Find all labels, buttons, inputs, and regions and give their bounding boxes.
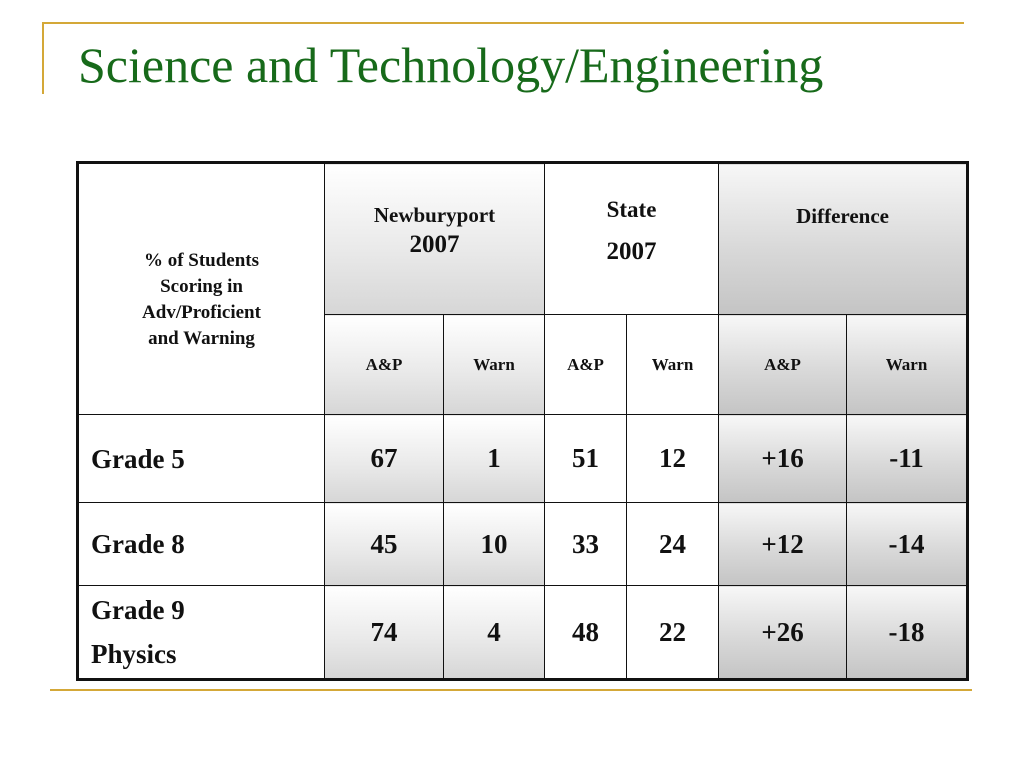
subheader-cell: A&P xyxy=(719,315,847,415)
table-row xyxy=(78,503,968,586)
table-cell: +12 xyxy=(719,503,847,586)
table-cell: 24 xyxy=(627,503,719,586)
table-cell: 10 xyxy=(444,503,545,586)
subheader-cell: A&P xyxy=(545,315,627,415)
table-cell: 67 xyxy=(325,415,444,503)
group-header-newburyport xyxy=(325,163,545,315)
row-label-line: Grade 8 xyxy=(91,529,185,559)
group-name: Difference xyxy=(796,203,889,228)
row-label xyxy=(78,415,325,503)
table-row xyxy=(78,415,968,503)
row-label-line: Grade 5 xyxy=(91,443,185,474)
group-header-state xyxy=(545,163,719,315)
corner-header-line: Scoring in xyxy=(160,276,243,297)
group-header-difference xyxy=(719,163,968,315)
table-cell: -18 xyxy=(847,586,968,680)
row-label-line: Physics xyxy=(91,639,177,669)
row-label xyxy=(78,586,325,680)
table-cell: 33 xyxy=(545,503,627,586)
group-year: 2007 xyxy=(409,231,460,258)
table-cell: 22 xyxy=(627,586,719,680)
subheader-cell: Warn xyxy=(444,315,545,415)
table-cell: 12 xyxy=(627,415,719,503)
row-label xyxy=(78,503,325,586)
table-cell: +16 xyxy=(719,415,847,503)
table-row xyxy=(78,586,968,680)
group-name: Newburyport xyxy=(373,203,496,227)
table-cell: 48 xyxy=(545,586,627,680)
row-label-line: Grade 9 xyxy=(91,595,185,625)
corner-header xyxy=(78,163,325,415)
corner-header-line: Adv/Proficient xyxy=(142,302,261,323)
subheader-cell: Warn xyxy=(627,315,719,415)
subheader-cell: Warn xyxy=(847,315,968,415)
results-table xyxy=(76,161,969,681)
table-cell: 45 xyxy=(325,503,444,586)
group-year: 2007 xyxy=(606,238,657,265)
subheader-cell: A&P xyxy=(325,315,444,415)
accent-bottom-line xyxy=(50,689,972,691)
table-cell: 4 xyxy=(444,586,545,680)
table-cell: 51 xyxy=(545,415,627,503)
table-cell: -14 xyxy=(847,503,968,586)
table-cell: 74 xyxy=(325,586,444,680)
accent-top-line xyxy=(42,22,964,24)
corner-header-line: % of Students xyxy=(143,250,260,271)
group-name: State xyxy=(606,197,657,222)
corner-header-line: and Warning xyxy=(148,328,255,349)
accent-vertical-line xyxy=(42,22,44,94)
slide-title: Science and Technology/Engineering xyxy=(78,37,824,93)
table-cell: 1 xyxy=(444,415,545,503)
table-cell: -11 xyxy=(847,415,968,503)
table-cell: +26 xyxy=(719,586,847,680)
